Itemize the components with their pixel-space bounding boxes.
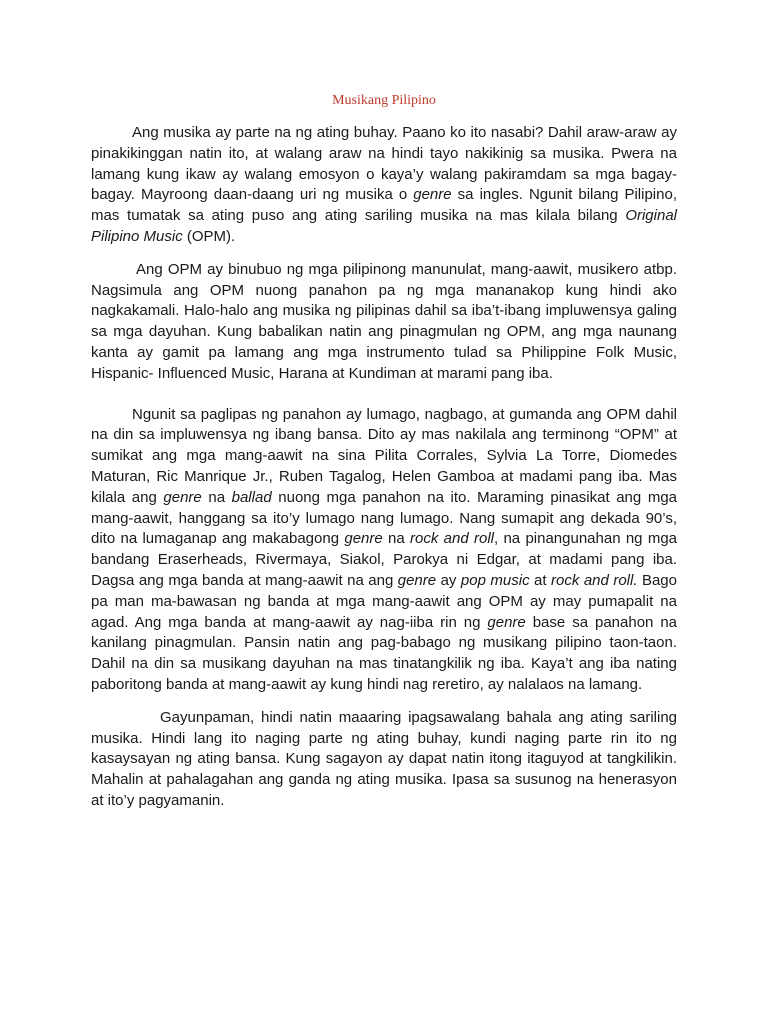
document-body (91, 123, 677, 824)
text-run: , na pinangunahan ng mga bandang Eraserheads, Rivermaya, Siakol, Parokya ni Edgar, at madami pang iba. Dagsa ang mga banda at mang-aawit na ang (91, 530, 678, 589)
text-run: at (529, 571, 552, 589)
text-run: Gayunpaman, hindi natin maaaring ipagsawalang bahala ang ating sariling musika. Hindi lang ito naging parte ng ating buhay, kundi naging parte rin ito ng kasaysayan ng ating bansa. Kung sagayon ay dapat natin itong itaguyod at tangkilikin. Mahalin at pahalagahan ang ganda ng ating musika. Ipasa sa susunog na henerasyon at ito’y pagyamanin. (91, 708, 677, 809)
text-run: na (382, 530, 411, 548)
italic-text: ballad (231, 488, 272, 506)
text-run: ay (436, 571, 461, 589)
text-run: nuong mga panahon na ito. Maraming pinasikat ang mga mang-aawit, hanggang sa ito’y lumago nang lumago. Nang sumapit ang dekada 90’s, dito na lumaganap ang makabagong (91, 488, 677, 548)
italic-text: rock and roll. (551, 571, 638, 589)
text-run: Bago pa man ma-bawasan ng banda at mga mang-aawit ang OPM ay may pumapalit na agad. Ang mga banda at mang-aawit ay nag-iiba rin ng (91, 571, 677, 631)
text-run: Ang musika ay parte na ng ating buhay. Paano ko ito nasabi? Dahil araw-araw ay pinakikinggan natin ito, at walang araw na hindi tayo nakikinig sa musika. Pwera na lamang kung ikaw ay walang emosyon o kaya’y walang pakiramdam sa mga bagay-bagay. Mayroong daan-daang uri ng musika o (91, 124, 677, 204)
italic-text: pop music (460, 571, 530, 589)
paragraph-3 (91, 397, 677, 696)
text-run: Ngunit sa paglipas ng panahon ay lumago, nagbago, at gumanda ang OPM dahil na din sa impluwensya ng ibang bansa. Dito ay mas nakilala ang terminong “OPM” at sumikat ang mga mang-aawit na sina Pilita Corrales, Sylvia La Torre, Diomedes Maturan, Ric Manrique Jr., Ruben Tagalog, Helen Gamboa at madami pang iba. Mas kilala ang (91, 405, 677, 506)
text-run: na (201, 488, 232, 506)
italic-text: Original Pilipino Music (91, 207, 677, 245)
italic-text: genre (397, 571, 437, 589)
document-title: Musikang Pilipino (332, 93, 436, 108)
italic-text: genre (163, 488, 202, 506)
paragraph-1 (91, 123, 677, 248)
italic-text: genre (413, 186, 452, 204)
paragraph-2 (91, 260, 677, 385)
italic-text: genre (344, 530, 383, 548)
italic-text: rock and roll (410, 530, 494, 548)
text-run: base sa panahon na kanilang pinagmulan. Pansin natin ang pag-babago ng musikang pilipino taon-taon. Dahil na din sa musikang dayuhan na mas tinatangkilik ng iba. Kaya’t ang iba nating paboritong banda at mang-aawit ay kung hindi nag reretiro, ay nalalaos na lamang. (91, 613, 678, 693)
text-run: (OPM). (182, 227, 236, 245)
italic-text: genre (487, 613, 526, 631)
paragraph-4 (91, 708, 677, 812)
text-run: Ang OPM ay binubuo ng mga pilipinong manunulat, mang-aawit, musikero atbp. Nagsimula ang OPM nuong panahon pa ng mga mananakop kung hindi ako nagkakamali. Halo-halo ang musika ng pilipinas dahil sa iba’t-ibang impluwensya galing sa mga dayuhan. Kung babalikan natin ang pinagmulan ng OPM, ang mga naunang kanta ay gamit pa lamang ang mga instrumento tulad sa Philippine Folk Music, Hispanic- Influenced Music, Harana at Kundiman at marami pang iba. (91, 260, 677, 382)
text-run: sa ingles. Ngunit bilang Pilipino, mas tumatak sa ating puso ang ating sariling musika na mas kilala bilang (91, 186, 677, 225)
